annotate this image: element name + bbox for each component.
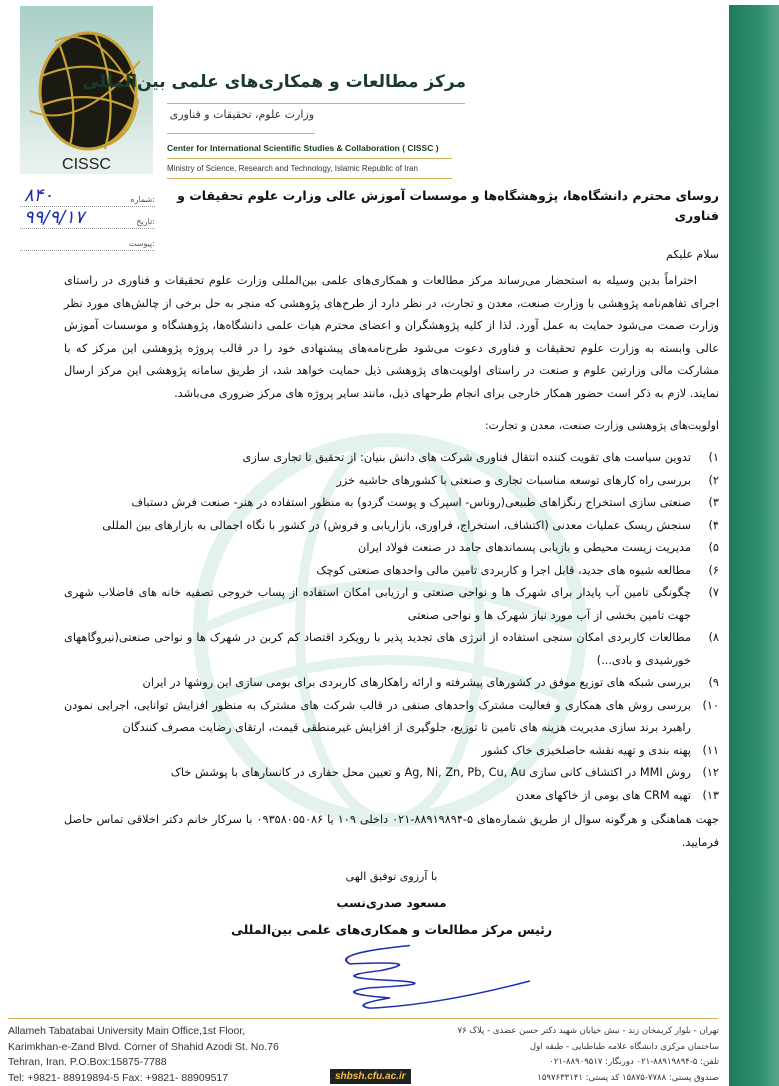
item-text: تدوین سیاست های تقویت کننده انتقال فناوری شرکت های دانش بنیان: از تحقیق تا تجاری سازی bbox=[242, 451, 691, 464]
ministry-name-fa: وزارت علوم، تحقیقات و فناوری bbox=[169, 108, 314, 121]
priority-item bbox=[64, 627, 719, 672]
item-text: بررسی شبکه های توزیع موفق در کشورهای پیشرفته و ارائه راهکارهای کاربردی برای بومی سازی این روشها در ایران bbox=[142, 676, 691, 689]
footer-en-line: Karimkhan-e-Zand Blvd. Corner of Shahid Azodi St. No.76 bbox=[8, 1040, 279, 1053]
item-number: ۴) bbox=[708, 518, 719, 532]
item-number: ۱) bbox=[708, 451, 719, 464]
item-number: ۹) bbox=[708, 676, 719, 689]
priority-item bbox=[64, 492, 719, 515]
footer-en-line: Allameh Tabatabai University Main Office,1st Floor, bbox=[8, 1025, 246, 1037]
header-divider bbox=[167, 178, 452, 179]
letter-date: ۹۹/۹/۱۷ bbox=[24, 207, 85, 228]
item-text: مدیریت زیست محیطی و بازیابی پسماندهای جامد در صنعت فولاد ایران bbox=[358, 541, 691, 554]
priority-item bbox=[64, 785, 719, 808]
body-paragraph: احتراماً بدین وسیله به استحضار می‌رساند مرکز مطالعات و همکاری‌های علمی بین‌المللی وزارت علوم تحقیقات و فناوری در راستای اجرای تفاهم‌نامه پژوهشی با وزارت صنعت، معدن و تجارت، در نظر دارد از طرح‌های پژوهشی که منجر به حل برخی از چالش‌های مورد نظر وزارت صمت می‌شود حمایت به عمل آورد. لذا از کلیه پژوهشگران و اعضای محترم هیات علمی دانشگاه‌ها، پژوهشگاه و موسسات آموزش عالی وابسته به وزارت علوم تحقیقات و فناوری دعوت می‌شود طرح‌نامه‌های پیشنهادی خود را در قالب پروژه پژوهشی این مرکز که با مشارکت مالی وزارتین علوم و صنعت در راستای اولویت‌های پژوهشی ذیل حمایت خواهد شد، از طریق سامانه پژوهشی این مرکز ارسال نمایند. لازم به ذکر است حضور همکار خارجی برای انجام طرحهای ذیل، مانند سایر پروژه های مرکز ضروری می‌باشد. bbox=[64, 274, 719, 400]
date-label: تاریخ: bbox=[136, 217, 155, 226]
item-text: چگونگی تامین آب پایدار برای شهرک ها و نواحی صنعتی و ارزیابی امکان استفاده از پساب خروجی تصفیه خانه های فاضلاب شهری جهت تامین بخشی از آب مورد نیاز شهرک ها و نواحی صنعتی bbox=[64, 586, 691, 622]
item-number: ۶) bbox=[708, 563, 719, 577]
header-divider bbox=[167, 133, 315, 134]
green-side-band bbox=[729, 5, 779, 1086]
logo-caption: CISSC bbox=[20, 156, 153, 174]
footer-en-line: Tehran, Iran. P.O.Box:15875-7788 bbox=[8, 1056, 167, 1068]
item-number: ۳) bbox=[708, 496, 719, 509]
priority-item bbox=[64, 515, 719, 538]
item-number: ۱۲) bbox=[702, 766, 719, 779]
signer-title: رئیس مرکز مطالعات و همکاری‌های علمی بین‌المللی bbox=[230, 922, 553, 937]
footer-divider bbox=[8, 1018, 718, 1019]
priority-item bbox=[64, 762, 719, 785]
greeting: سلام علیکم bbox=[665, 248, 719, 261]
item-text: بررسی روش های همکاری و فعالیت مشترک واحدهای صنفی در قالب شرکت های مشترک به منظور افزایش توانایی، اجرایی نمودن راهبرد برند سازی مدیریت هزینه های تامین تا توزیع، جلوگیری از افزایش غیرمنطقی قیمت، ارتقای رضایت مصرف کنندگان bbox=[64, 698, 691, 734]
item-text: صنعتی سازی استخراج رنگزاهای طبیعی(روناس- اسپرک و پوست گردو) به منظور استفاده در هنر- صنعت فرش دستباف bbox=[131, 496, 691, 509]
footer-fa-line: ساختمان مرکزی دانشگاه علامه طباطبایی - طبقه اول bbox=[529, 1041, 719, 1052]
priority-item bbox=[64, 447, 719, 470]
footer-fa-line: تهران - بلوار کریمخان زند - نبش خیابان شهید دکتر حسن عضدی - پلاک ۷۶ bbox=[457, 1026, 719, 1036]
letter-content bbox=[64, 186, 719, 940]
org-name-en: Center for International Scientific Studies & Collaboration ( CISSC ) bbox=[167, 143, 439, 153]
item-number: ۱۳) bbox=[702, 788, 719, 802]
item-text: روش MMI در اکتشاف کانی سازی Ag, Ni, Zn, Pb, Cu, Au و تعیین محل حفاری در کانسارهای با پوشش خاک bbox=[170, 766, 691, 779]
priority-item bbox=[64, 672, 719, 695]
footer-en-line: Tel: +9821- 88919894-5 Fax: +9821- 88909517 bbox=[8, 1071, 229, 1084]
item-text: مطالعات کاربردی امکان سنجی استفاده از انرژی های تجدید پذیر با رویکرد اقتصاد کم کربن در شهرک ها و نواحی صنعتی(نیروگاههای خورشیدی و بادی...) bbox=[64, 631, 691, 667]
item-number: ۱۱) bbox=[702, 743, 719, 757]
number-label: شماره: bbox=[130, 195, 155, 204]
item-number: ۲) bbox=[708, 473, 719, 487]
priority-item bbox=[64, 537, 719, 560]
priority-item bbox=[64, 582, 719, 627]
item-text: پهنه بندی و تهیه نقشه حاصلخیزی خاک کشور bbox=[481, 743, 691, 757]
signer-name: مسعود صدری‌نسب bbox=[336, 896, 447, 910]
closing: با آرزوی توفیق الهی bbox=[345, 870, 438, 883]
header-divider bbox=[167, 158, 452, 159]
item-text: سنجش ریسک عملیات معدنی (اکتشاف، استخراج، فراوری، بازاریابی و فروش) در کشور با نگاه اجمالی به بازارهای بین المللی bbox=[102, 518, 691, 532]
addressee: روسای محترم دانشگاه‌ها، پژوهشگاه‌ها و موسسات آموزش عالی وزارت علوم تحقیقات و فناوری bbox=[177, 188, 719, 223]
contact-info: جهت هماهنگی و هرگونه سوال از طریق شماره‌های ۵-۸۸۹۱۹۸۹۴-۰۲۱ داخلی ۱۰۹ یا ۰۹۳۵۸۰۵۵۰۸۶ با سرکار خانم دکتر اخلاقی تماس حاصل فرمایید. bbox=[64, 813, 719, 849]
priority-item bbox=[64, 740, 719, 763]
attachment-label: پیوست: bbox=[128, 239, 155, 248]
item-number: ۸) bbox=[708, 631, 719, 644]
priority-item bbox=[64, 470, 719, 493]
org-name-fa: مرکز مطالعات و همکاری‌های علمی بین‌المللی bbox=[82, 72, 466, 92]
item-number: ۷) bbox=[708, 586, 719, 599]
item-text: مطالعه شیوه های جدید، قابل اجرا و کاربردی تامین مالی واحدهای صنعتی کوچک bbox=[316, 563, 691, 577]
priorities-title: اولویت‌های پژوهشی وزارت صنعت، معدن و تجارت: bbox=[484, 419, 719, 432]
footer-fa-line: تلفن: ۵-۸۸۹۱۹۸۹۴-۰۲۱ دورنگار: ۸۸۹۰۹۵۱۷-۰۲۱ bbox=[549, 1057, 719, 1067]
item-number: ۵) bbox=[708, 541, 719, 554]
item-text: تهیه CRM های بومی از خاکهای معدن bbox=[515, 788, 691, 802]
ministry-name-en: Ministry of Science, Research and Technology, Islamic Republic of Iran bbox=[167, 164, 418, 173]
footer-fa-line: صندوق پستی: ۷۷۸۸-۱۵۸۷۵ کد پستی: ۱۵۹۷۶۳۳۱۴۱ bbox=[537, 1072, 719, 1083]
letter-number: ۸۴۰ bbox=[24, 185, 54, 206]
priority-item bbox=[64, 560, 719, 583]
site-watermark: shbsh.cfu.ac.ir bbox=[330, 1069, 411, 1084]
signature bbox=[290, 940, 550, 1015]
item-text: بررسی راه کارهای توسعه مناسبات تجاری و صنعتی با کشورهای حاشیه خزر bbox=[336, 473, 691, 487]
footer-address-fa bbox=[458, 1024, 720, 1086]
header-divider bbox=[167, 103, 465, 104]
priorities-list bbox=[64, 447, 719, 807]
item-number: ۱۰) bbox=[702, 698, 719, 712]
priority-item bbox=[64, 695, 719, 740]
footer-address-en bbox=[8, 1024, 279, 1086]
